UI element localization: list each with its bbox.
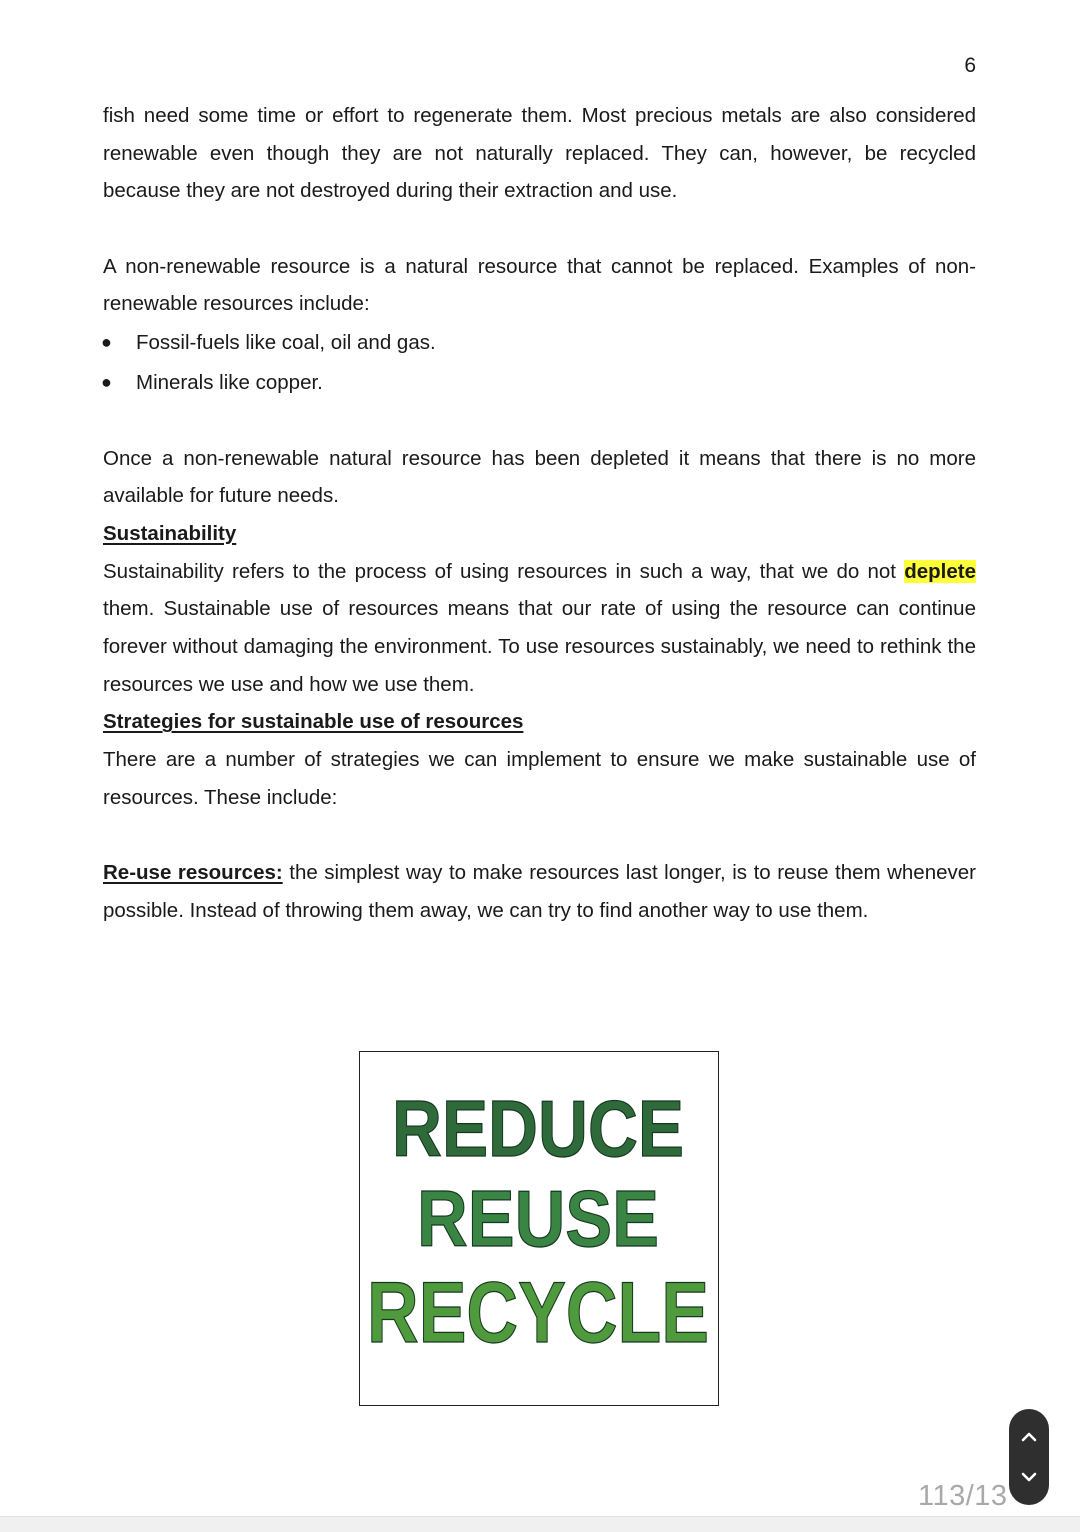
reuse-paragraph [103, 854, 976, 929]
bullet-icon: ● [101, 332, 112, 353]
document-content [103, 97, 976, 929]
bullet-icon: ● [101, 371, 112, 392]
depleted-paragraph: Once a non-renewable natural resource has been depleted it means that there is no more available for future needs. [103, 446, 976, 508]
chevron-down-icon [1020, 1471, 1038, 1483]
list-item [103, 323, 976, 363]
list-item-text: Fossil-fuels like coal, oil and gas. [136, 331, 436, 355]
non-renewable-list [103, 323, 976, 402]
chevron-up-icon [1020, 1431, 1038, 1443]
recycle-word: RECYCLE [367, 1265, 709, 1361]
non-renewable-paragraph: A non-renewable resource is a natural resource that cannot be replaced. Examples of non-renewable resources include: [103, 254, 976, 316]
strategies-paragraph: There are a number of strategies we can implement to ensure we make sustainable use of resources. These include: [103, 748, 976, 809]
list-item [103, 363, 976, 403]
reduce-reuse-recycle-graphic [360, 1052, 717, 1404]
bottom-bar [0, 1516, 1080, 1532]
list-item-text: Minerals like copper. [136, 370, 323, 394]
strategies-heading: Strategies for sustainable use of resources [103, 710, 524, 734]
sustainability-paragraph [103, 553, 976, 704]
sustainability-text-before: Sustainability refers to the process of using resources in such a way, that we do not [103, 559, 905, 583]
reuse-word: REUSE [417, 1174, 659, 1263]
next-page-button[interactable] [1014, 1462, 1044, 1492]
reduce-reuse-recycle-image [359, 1051, 719, 1406]
intro-paragraph: fish need some time or effort to regenerate them. Most precious metals are also considered renewable even though they are not naturally replaced. They can, however, be recycled because they are not destroyed during their extraction and use. [103, 104, 976, 203]
page-number: 6 [964, 54, 976, 77]
reuse-text: the simplest way to make resources last longer, is to reuse them whenever possible. Instead of throwing them away, we can try to find another way to use them. [103, 861, 976, 922]
highlighted-word: deplete [904, 559, 976, 583]
page-navigation [1009, 1409, 1049, 1505]
reduce-word: REDUCE [392, 1084, 684, 1173]
sustainability-heading: Sustainability [103, 521, 237, 545]
previous-page-button[interactable] [1014, 1422, 1044, 1452]
reuse-heading: Re-use resources: [103, 861, 283, 885]
sustainability-text-after: them. Sustainable use of resources means that our rate of using the resource can continue forever without damaging the environment. To use resources sustainably, we need to rethink the resources we use and how we use them. [103, 597, 976, 696]
page-counter: 113/13 [918, 1480, 1008, 1512]
